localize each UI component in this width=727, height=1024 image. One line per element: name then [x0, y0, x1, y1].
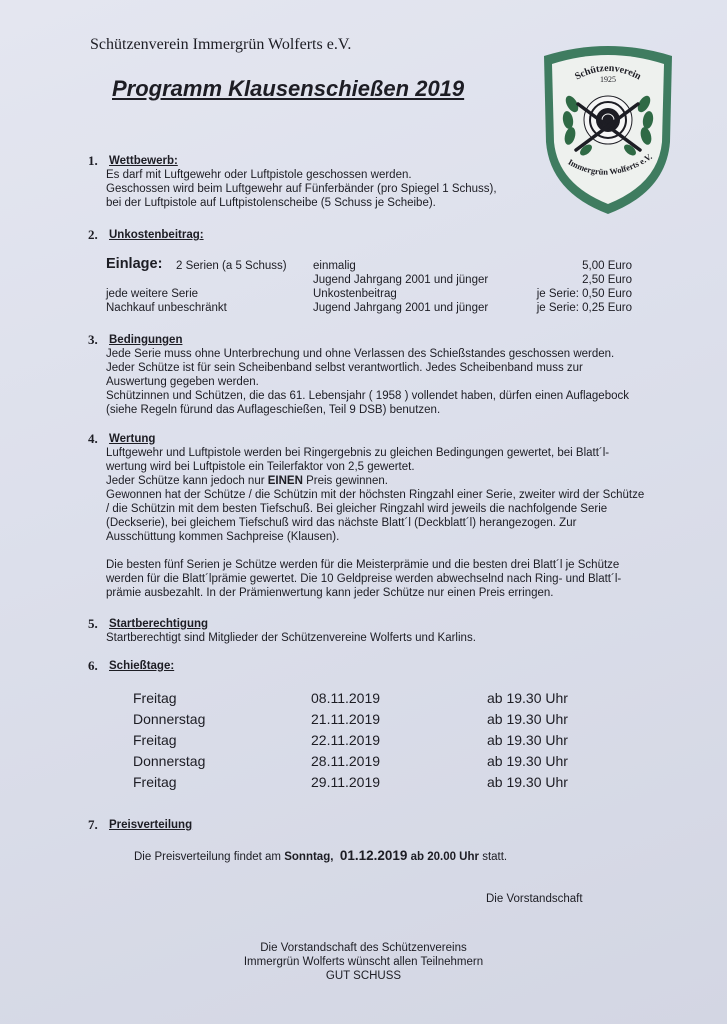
footer-line-3: GUT SCHUSS	[325, 970, 402, 982]
einen-preis-line	[106, 474, 388, 488]
section-text: Preis gewinnen.	[302, 475, 388, 487]
section-text: Auswertung gegeben werden.	[106, 376, 259, 388]
footer-line-1: Die Vorstandschaft des Schützenvereins	[260, 942, 467, 954]
fee-row-2-amount: 2,50 Euro	[582, 274, 632, 286]
fee-row-3-amount: je Serie: 0,50 Euro	[536, 288, 632, 300]
schedule-time: ab 19.30 Uhr	[487, 711, 568, 727]
award-text: Die Preisverteilung findet am	[134, 851, 285, 863]
schedule-date: 22.11.2019	[311, 732, 381, 748]
section-text: (siehe Regeln fürund das Auflageschießen, Teil 9 DSB) benutzen.	[106, 404, 441, 416]
award-day: Sonntag,	[284, 851, 334, 863]
fee-row-4-left: Nachkauf unbeschränkt	[106, 302, 227, 314]
schedule-time: ab 19.30 Uhr	[487, 753, 568, 769]
schedule-day: Freitag	[133, 690, 177, 706]
fee-row-2-middle: Jugend Jahrgang 2001 und jünger	[313, 274, 489, 286]
footer-line-2: Immergrün Wolferts wünscht allen Teilnehmern	[243, 956, 484, 968]
section-text: Ausschüttung kommen Sachpreise (Klausen).	[106, 531, 340, 543]
section-text: Es darf mit Luftgewehr oder Luftpistole geschossen werden.	[106, 169, 412, 181]
emphasis-text: EINEN	[267, 475, 303, 487]
section-text: Jeder Schütze ist für sein Scheibenband selbst verantwortlich. Jedes Scheibenband muss zur	[106, 362, 583, 374]
emblem-year: 1925	[600, 75, 616, 84]
section-number: 2.	[88, 227, 98, 242]
section-text: prämie ausbezahlt. In der Prämienwertung kann jeder Schütze nur einen Preis erringen.	[106, 587, 554, 599]
section-number: 4.	[88, 431, 98, 446]
section-heading: Unkostenbeitrag:	[109, 229, 204, 241]
schedule-date: 29.11.2019	[311, 774, 381, 790]
section-text: Jeder Schütze kann jedoch nur	[106, 475, 268, 487]
section-text: Jede Serie muss ohne Unterbrechung und ohne Verlassen des Schießstandes geschossen werden.	[106, 348, 615, 360]
section-heading: Wertung	[109, 433, 156, 445]
section-text: Startberechtigt sind Mitglieder der Schützenvereine Wolferts und Karlins.	[106, 632, 476, 644]
schedule-date: 28.11.2019	[311, 753, 381, 769]
section-heading: Startberechtigung	[109, 618, 209, 630]
fee-row-1-amount: 5,00 Euro	[582, 260, 632, 272]
fee-row-1-middle: einmalig	[313, 260, 356, 272]
schedule-day: Donnerstag	[133, 711, 206, 727]
section-number: 3.	[88, 332, 98, 347]
section-text: Schützinnen und Schützen, die das 61. Lebensjahr ( 1958 ) vollendet haben, dürfen einen Auflagebock	[106, 390, 629, 402]
signature: Die Vorstandschaft	[486, 893, 583, 905]
emblem-text-bottom: Immergrün Wolferts e.V.	[566, 151, 654, 177]
section-text: werden für die Blatt´lprämie gewertet. Die 10 Geldpreise werden abwechselnd nach Ring- und Blatt´l-	[106, 573, 622, 585]
award-date: 01.12.2019	[339, 848, 408, 863]
fee-row-4-amount: je Serie: 0,25 Euro	[536, 302, 632, 314]
section-number: 1.	[88, 153, 98, 168]
section-text: / die Schützin mit dem besten Tiefschuß. Bei gleicher Ringzahl wird jeweils die nachfolgende Serie	[106, 503, 608, 515]
einlage-detail: 2 Serien (a 5 Schuss)	[176, 260, 287, 272]
section-number: 5.	[88, 616, 98, 631]
club-name: Schützenverein Immergrün Wolferts e.V.	[90, 36, 352, 53]
schedule-day: Freitag	[133, 774, 177, 790]
award-text: statt.	[479, 851, 508, 863]
fee-row-3-middle: Unkostenbeitrag	[313, 288, 397, 300]
section-text: bei der Luftpistole auf Luftpistolenscheibe (5 Schuss je Scheibe).	[106, 197, 436, 209]
section-number: 7.	[88, 817, 98, 832]
award-time: ab 20.00 Uhr	[410, 851, 479, 863]
section-heading: Schießtage:	[109, 660, 175, 672]
section-text: wertung wird bei Luftpistole ein Teilerfaktor von 2,5 gewertet.	[106, 461, 415, 473]
section-text: Gewonnen hat der Schütze / die Schützin mit der höchsten Ringzahl einer Serie, zweiter wird der Schütze	[106, 489, 645, 501]
award-ceremony-line	[134, 848, 507, 863]
schedule-time: ab 19.30 Uhr	[487, 690, 568, 706]
fee-row-4-middle: Jugend Jahrgang 2001 und jünger	[313, 302, 489, 314]
club-emblem-logo	[538, 42, 678, 217]
section-heading: Bedingungen	[109, 334, 183, 346]
einlage-label: Einlage:	[106, 256, 163, 272]
section-text: Geschossen wird beim Luftgewehr auf Fünferbänder (pro Spiegel 1 Schuss),	[106, 183, 497, 195]
section-text: (Deckserie), bei gleichem Tiefschuß wird das nächste Blatt´l (Deckblatt´l) herangezogen. Zur	[106, 517, 577, 529]
schedule-time: ab 19.30 Uhr	[487, 732, 568, 748]
fee-row-3-left: jede weitere Serie	[106, 288, 199, 300]
section-heading: Preisverteilung	[109, 819, 193, 831]
section-text: Luftgewehr und Luftpistole werden bei Ringergebnis zu gleichen Bedingungen gewertet, bei Blatt´l-	[106, 447, 610, 459]
schedule-day: Donnerstag	[133, 753, 206, 769]
schedule-day: Freitag	[133, 732, 177, 748]
emblem-text-top: Schützenverein	[573, 62, 643, 83]
schedule-date: 21.11.2019	[311, 711, 381, 727]
page-title: Programm Klausenschießen 2019	[112, 76, 465, 101]
schedule-date: 08.11.2019	[311, 690, 381, 706]
section-heading: Wettbewerb:	[109, 155, 178, 167]
schedule-time: ab 19.30 Uhr	[487, 774, 568, 790]
section-text: Die besten fünf Serien je Schütze werden für die Meisterprämie und die besten drei Blatt´l je Schütze	[106, 559, 620, 571]
section-number: 6.	[88, 658, 98, 673]
